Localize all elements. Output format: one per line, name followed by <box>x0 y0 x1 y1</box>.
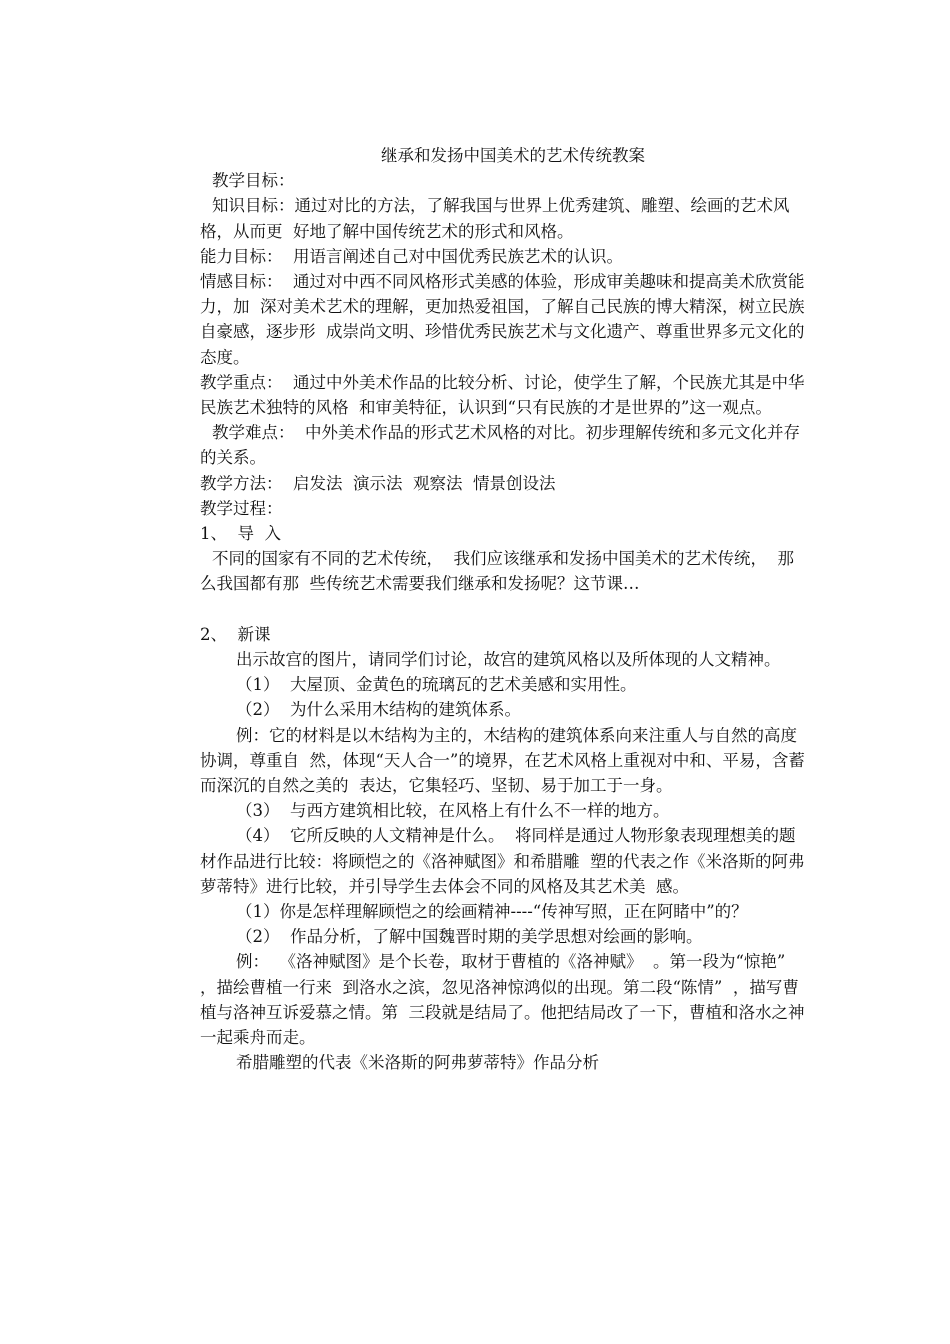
paragraph: 例：它的材料是以木结构为主的，木结构的建筑体系向来注重人与自然的高度协调，尊重自 然，体现“天人合一”的境界，在艺术风格上重视对中和、平易，含蓄而深沉的自然之美的 表达，它集轻巧、坚韧、易于加工于一身。 <box>200 725 805 796</box>
paragraph: 2、 新课 <box>200 624 271 644</box>
paragraph: 不同的国家有不同的艺术传统， 我们应该继承和发扬中国美术的艺术传统， 那么我国都有那 些传统艺术需要我们继承和发扬呢？这节课… <box>200 549 794 594</box>
paragraph: （4） 它所反映的人文精神是什么。 将同样是通过人物形象表现理想美的题材作品进行比较：将顾恺之的《洛神赋图》和希腊雕 塑的代表之作《米洛斯的阿弗萝蒂特》进行比较，并引导学生去体会不同的风格及其艺术美 感。 <box>200 826 805 896</box>
paragraph: （1） 大屋顶、金黄色的琉璃瓦的艺术美感和实用性。 <box>236 675 637 695</box>
paragraph: 出示故宫的图片，请同学们讨论，故宫的建筑风格以及所体现的人文精神。 <box>236 650 781 670</box>
paragraph: 教学过程： <box>200 498 283 518</box>
blank-line <box>200 597 806 622</box>
paragraph: 情感目标： 通过对中西不同风格形式美感的体验，形成审美趣味和提高美术欣赏能力，加 深对美术艺术的理解，更加热爱祖国，了解自己民族的博大精深，树立民族自豪感，逐步形 成崇尚文明、珍惜优秀民族艺术与文化遗产、尊重世界多元文化的态度。 <box>200 272 805 367</box>
paragraph: （3） 与西方建筑相比较，在风格上有什么不一样的地方。 <box>236 801 670 821</box>
paragraph: 希腊雕塑的代表《米洛斯的阿弗萝蒂特》作品分析 <box>236 1053 599 1073</box>
paragraph: 教学目标： <box>212 171 295 191</box>
paragraph: 教学难点： 中外美术作品的形式艺术风格的对比。初步理解传统和多元文化并存的关系。 <box>200 423 800 468</box>
paragraph: （1）你是怎样理解顾恺之的绘画精神----“传神写照，正在阿睹中”的？ <box>236 902 748 922</box>
paragraph: 教学方法： 启发法 演示法 观察法 情景创设法 <box>200 473 556 493</box>
document-title: 继承和发扬中国美术的艺术传统教案 <box>381 146 645 165</box>
paragraph: （2） 为什么采用木结构的建筑体系。 <box>236 700 521 720</box>
paragraph: 教学重点： 通过中外美术作品的比较分析、讨论，使学生了解，个民族尤其是中华民族艺术独特的风格 和审美特征，认识到“只有民族的才是世界的”这一观点。 <box>200 372 805 418</box>
paragraph: 例： 《洛神赋图》是个长卷，取材于曹植的《洛神赋》 。第一段为“惊艳” ，描绘曹植一行来 到洛水之滨，忽见洛神惊鸿似的出现。第二段“陈情” ，描写曹植与洛神互诉爱慕之情。第 三段就是结局了。他把结局改了一下，曹植和洛水之神一起乘舟而走。 <box>200 952 805 1048</box>
paragraph: （2） 作品分析，了解中国魏晋时期的美学思想对绘画的影响。 <box>236 927 703 947</box>
paragraph: 知识目标：通过对比的方法，了解我国与世界上优秀建筑、雕塑、绘画的艺术风格，从而更 好地了解中国传统艺术的形式和风格。 <box>200 196 790 241</box>
document-page <box>200 143 806 1076</box>
paragraph: 能力目标： 用语言阐述自己对中国优秀民族艺术的认识。 <box>200 246 623 266</box>
paragraph: 1、 导 入 <box>200 524 281 544</box>
document-body <box>200 168 806 1075</box>
